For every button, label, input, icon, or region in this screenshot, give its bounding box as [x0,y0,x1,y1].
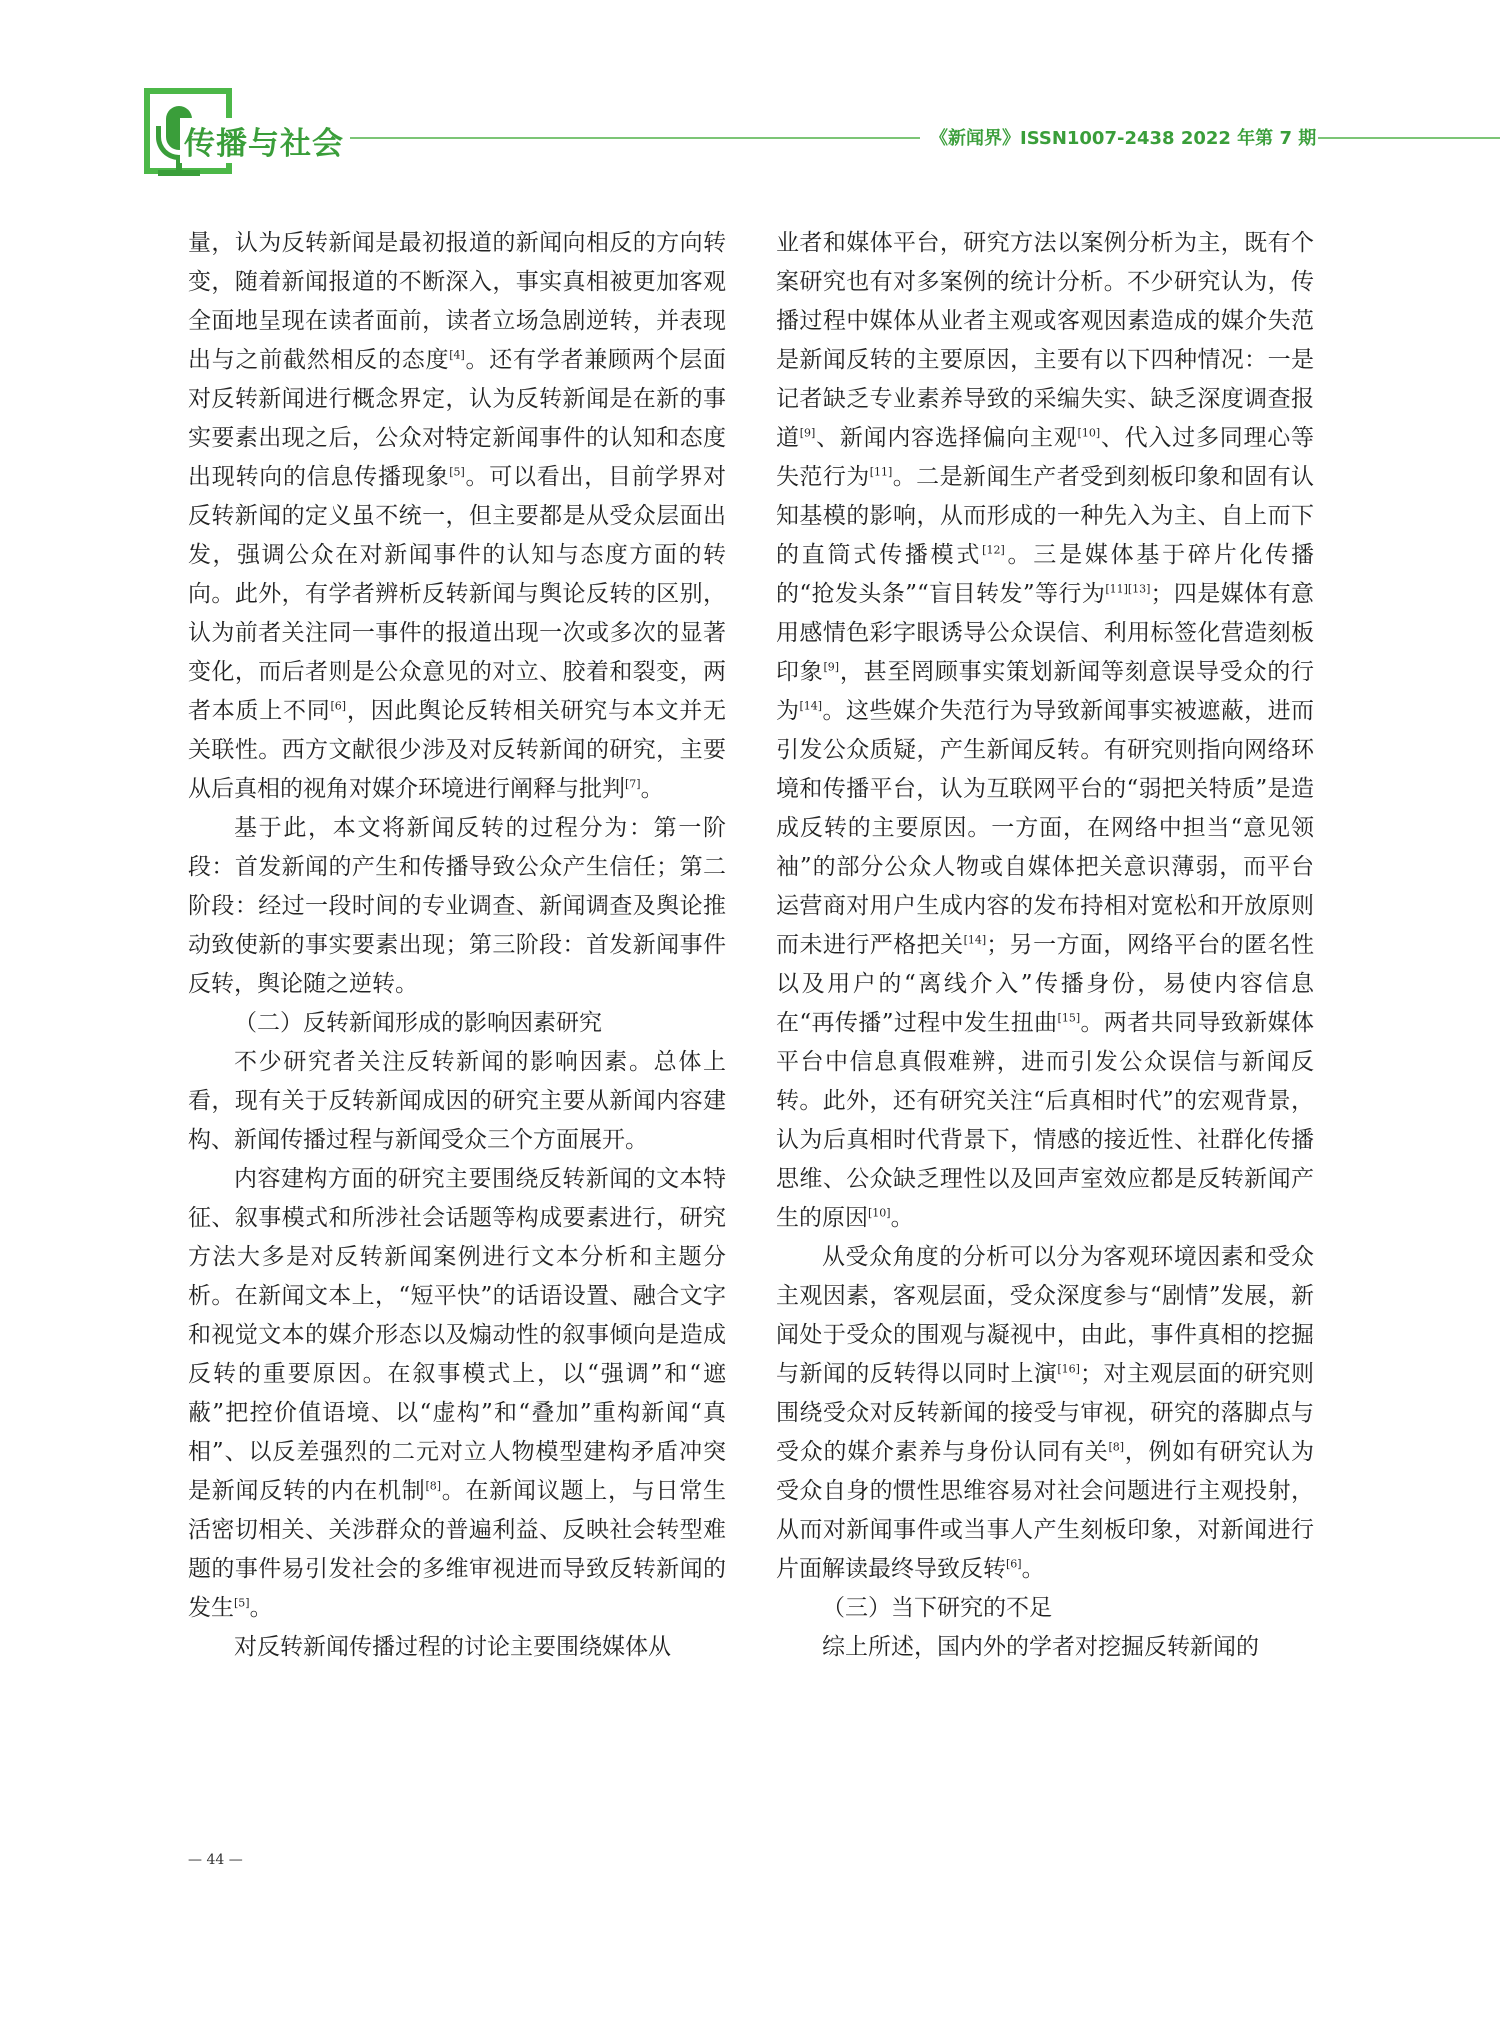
text-run: 内容建构方面的研究主要围绕反转新闻的文本特征、叙事模式和所涉社会话题等构成要素进行，研究方法大多是对反转新闻案例进行文本分析和主题分析。在新闻文本上，“短平快”的话语设置、融合文字和视觉文本的媒介形态以及煽动性的叙事倾向是造成反转的重要原因。在叙事模式上，以“强调”和“遮蔽”把控价值语境、以“虚构”和“叠加”重构新闻“真相”、以反差强烈的二元对立人物模型建构矛盾冲突是新闻反转的内在机制 [188,1166,726,1504]
section-subheading [776,1589,1314,1628]
text-run: 综上所述，国内外的学者对挖掘反转新闻的 [822,1634,1259,1660]
text-run: ；四是媒体有意用感情色彩字眼诱导公众误信、利用标签化营造刻板印象 [776,581,1314,685]
body-paragraph [188,1160,726,1628]
citation-ref: [10] [1077,426,1101,440]
left-column [188,224,726,1667]
body-paragraph [776,1238,1314,1589]
citation-ref: [7] [625,777,641,791]
text-run: 基于此，本文将新闻反转的过程分为：第一阶段：首发新闻的产生和传播导致公众产生信任；第二阶段：经过一段时间的专业调查、新闻调查及舆论推动致使新的事实要素出现；第三阶段：首发新闻事件反转，舆论随之逆转。 [188,815,726,997]
body-paragraph [776,224,1314,1238]
text-run: 。 [249,1595,273,1621]
text-run: 。可以看出，目前学界对反转新闻的定义虽不统一，但主要都是从受众层面出发，强调公众在对新闻事件的认知与态度方面的转向。此外，有学者辨析反转新闻与舆论反转的区别，认为前者关注同一事件的报道出现一次或多次的显著变化，而后者则是公众意见的对立、胶着和裂变，两者本质上不同 [188,464,727,724]
header-rule-left [342,137,920,139]
journal-info: 《新闻界》ISSN1007-2438 2022 年第 7 期 [930,128,1317,149]
citation-ref: [10] [868,1206,891,1220]
body-paragraph [188,1628,726,1667]
microphone-base [158,170,200,176]
citation-ref: [12] [982,543,1005,557]
citation-ref: [8] [1108,1440,1125,1454]
citation-ref: [11] [869,465,893,479]
body-paragraph [188,809,726,1004]
citation-ref: [5] [449,465,465,479]
citation-ref: [14] [963,933,987,947]
right-column [776,224,1314,1667]
text-run: ，因此舆论反转相关研究与本文并无关联性。西方文献很少涉及对反转新闻的研究，主要从后真相的视角对媒介环境进行阐释与批判 [188,698,727,802]
text-run: 对反转新闻传播过程的讨论主要围绕媒体从 [234,1634,671,1660]
text-run: ；另一方面，网络平台的匿名性以及用户的“离线介入”传播身份，易使内容信息在“再传播”过程中发生扭曲 [776,932,1315,1036]
text-run: 。 [640,776,664,802]
text-run: 、代入过多同理心等失范行为 [776,425,1315,490]
text-run: 。这些媒介失范行为导致新闻事实被遮蔽，进而引发公众质疑，产生新闻反转。有研究则指向网络环境和传播平台，认为互联网平台的“弱把关特质”是造成反转的主要原因。一方面，在网络中担当“意见领袖”的部分公众人物或自媒体把关意识薄弱，而平台运营商对用户生成内容的发布持相对宽松和开放原则而未进行严格把关 [776,698,1315,958]
citation-ref: [6] [1006,1557,1022,1571]
text-run: 。三是媒体基于碎片化传播的“抢发头条”“盲目转发”等行为 [776,542,1315,607]
text-run: 业者和媒体平台，研究方法以案例分析为主，既有个案研究也有对多案例的统计分析。不少研究认为，传播过程中媒体从业者主观或客观因素造成的媒介失范是新闻反转的主要原因，主要有以下四种情况：一是记者缺乏专业素养导致的采编失实、缺乏深度调查报道 [776,230,1314,451]
text-run: 、新闻内容选择偏向主观 [815,425,1078,451]
text-run: ，例如有研究认为受众自身的惯性思维容易对社会问题进行主观投射，从而对新闻事件或当事人产生刻板印象，对新闻进行片面解读最终导致反转 [776,1439,1315,1582]
text-run: 。两者共同导致新媒体平台中信息真假难辨，进而引发公众误信与新闻反转。此外，还有研究关注“后真相时代”的宏观背景，认为后真相时代背景下，情感的接近性、社群化传播思维、公众缺乏理性以及回声室效应都是反转新闻产生的原因 [776,1010,1314,1231]
text-run: 。 [890,1205,914,1231]
text-run: ；对主观层面的研究则围绕受众对反转新闻的接受与审视，研究的落脚点与受众的媒介素养与身份认同有关 [776,1361,1315,1465]
citation-ref: [4] [449,348,465,362]
body-paragraph [188,224,726,809]
body-paragraph [776,1628,1314,1667]
text-run: 。在新闻议题上，与日常生活密切相关、关涉群众的普遍利益、反映社会转型难题的事件易引发社会的多维审视进而导致反转新闻的发生 [188,1478,727,1621]
citation-ref: [16] [1057,1362,1080,1376]
text-run: 不少研究者关注反转新闻的影响因素。总体上看，现有关于反转新闻成因的研究主要从新闻内容建构、新闻传播过程与新闻受众三个方面展开。 [188,1049,726,1153]
citation-ref: [11][13] [1105,582,1151,596]
citation-ref: [5] [234,1596,250,1610]
section-subheading [188,1004,726,1043]
text-run: 。二是新闻生产者受到刻板印象和固有认知基模的影响，从而形成的一种先入为主、自上而下的直筒式传播模式 [776,464,1315,568]
citation-ref: [8] [425,1479,442,1493]
text-run: 从受众角度的分析可以分为客观环境因素和受众主观因素，客观层面，受众深度参与“剧情”发展，新闻处于受众的围观与凝视中，由此，事件真相的挖掘与新闻的反转得以同时上演 [776,1244,1314,1387]
citation-ref: [14] [799,699,823,713]
text-run: （二）反转新闻形成的影响因素研究 [234,1010,602,1036]
citation-ref: [9] [823,660,840,674]
column-name: 传播与社会 [180,118,350,163]
text-run: 。 [1021,1556,1045,1582]
text-run: （三）当下研究的不足 [822,1595,1052,1621]
header-rule-right [1318,137,1500,139]
citation-ref: [6] [330,699,347,713]
body-paragraph [188,1043,726,1160]
citation-ref: [15] [1057,1011,1081,1025]
text-run: 。还有学者兼顾两个层面对反转新闻进行概念界定，认为反转新闻是在新的事实要素出现之后，公众对特定新闻事件的认知和态度出现转向的信息传播现象 [188,347,727,490]
text-run: ，甚至罔顾事实策划新闻等刻意误导受众的行为 [776,659,1315,724]
citation-ref: [9] [799,426,816,440]
text-run: 量，认为反转新闻是最初报道的新闻向相反的方向转变，随着新闻报道的不断深入，事实真相被更加客观全面地呈现在读者面前，读者立场急剧逆转，并表现出与之前截然相反的态度 [188,230,726,373]
page-number: — 44 — [188,1852,243,1868]
